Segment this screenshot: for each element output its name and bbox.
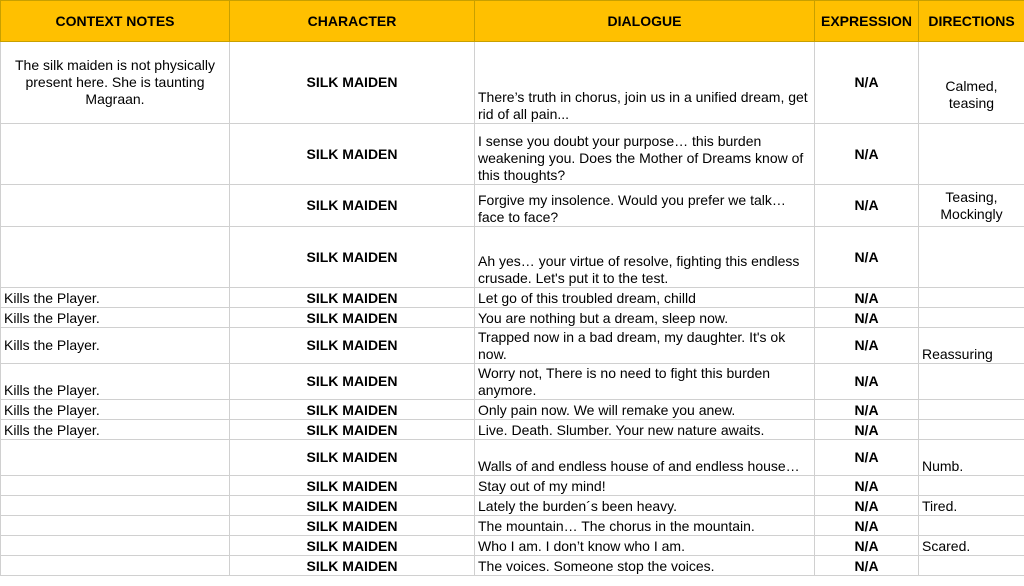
expression-cell[interactable]: N/A: [815, 536, 919, 556]
character-cell[interactable]: SILK MAIDEN: [230, 364, 475, 400]
context-cell[interactable]: Kills the Player.: [1, 364, 230, 400]
dialogue-cell[interactable]: The voices. Someone stop the voices.: [475, 556, 815, 576]
context-cell[interactable]: [1, 440, 230, 476]
character-cell[interactable]: SILK MAIDEN: [230, 496, 475, 516]
dialogue-cell[interactable]: Lately the burden´s been heavy.: [475, 496, 815, 516]
header-dialogue[interactable]: DIALOGUE: [475, 1, 815, 42]
dialogue-cell[interactable]: Ah yes… your virtue of resolve, fighting this endless crusade. Let's put it to the test.: [475, 227, 815, 288]
character-cell[interactable]: SILK MAIDEN: [230, 227, 475, 288]
context-cell[interactable]: Kills the Player.: [1, 288, 230, 308]
character-cell[interactable]: SILK MAIDEN: [230, 42, 475, 124]
dialogue-cell[interactable]: Live. Death. Slumber. Your new nature awaits.: [475, 420, 815, 440]
expression-cell[interactable]: N/A: [815, 364, 919, 400]
header-character[interactable]: CHARACTER: [230, 1, 475, 42]
context-cell[interactable]: The silk maiden is not physically present here. She is taunting Magraan.: [1, 42, 230, 124]
context-cell[interactable]: [1, 556, 230, 576]
expression-cell[interactable]: N/A: [815, 400, 919, 420]
dialogue-cell[interactable]: Who I am. I don’t know who I am.: [475, 536, 815, 556]
character-cell[interactable]: SILK MAIDEN: [230, 308, 475, 328]
table-row: [1, 420, 1024, 440]
dialogue-cell[interactable]: Let go of this troubled dream, chilld: [475, 288, 815, 308]
header-row: [1, 1, 1024, 42]
table-row: [1, 364, 1024, 400]
character-cell[interactable]: SILK MAIDEN: [230, 420, 475, 440]
directions-cell[interactable]: [919, 124, 1024, 185]
directions-cell[interactable]: [919, 288, 1024, 308]
dialogue-cell[interactable]: Trapped now in a bad dream, my daughter. It's ok now.: [475, 328, 815, 364]
expression-cell[interactable]: N/A: [815, 42, 919, 124]
character-cell[interactable]: SILK MAIDEN: [230, 185, 475, 227]
dialogue-cell[interactable]: Walls of and endless house of and endless house…: [475, 440, 815, 476]
expression-cell[interactable]: N/A: [815, 185, 919, 227]
directions-cell[interactable]: [919, 400, 1024, 420]
expression-cell[interactable]: N/A: [815, 420, 919, 440]
directions-cell[interactable]: [919, 516, 1024, 536]
context-cell[interactable]: [1, 516, 230, 536]
table-row: [1, 288, 1024, 308]
character-cell[interactable]: SILK MAIDEN: [230, 400, 475, 420]
header-context-notes[interactable]: CONTEXT NOTES: [1, 1, 230, 42]
directions-cell[interactable]: [919, 308, 1024, 328]
dialogue-cell[interactable]: Forgive my insolence. Would you prefer we talk… face to face?: [475, 185, 815, 227]
table-row: [1, 124, 1024, 185]
header-directions[interactable]: DIRECTIONS: [919, 1, 1024, 42]
table-row: [1, 496, 1024, 516]
directions-cell[interactable]: Tired.: [919, 496, 1024, 516]
expression-cell[interactable]: N/A: [815, 227, 919, 288]
character-cell[interactable]: SILK MAIDEN: [230, 476, 475, 496]
context-cell[interactable]: Kills the Player.: [1, 308, 230, 328]
dialogue-cell[interactable]: You are nothing but a dream, sleep now.: [475, 308, 815, 328]
character-cell[interactable]: SILK MAIDEN: [230, 288, 475, 308]
directions-cell[interactable]: [919, 227, 1024, 288]
table-row: [1, 476, 1024, 496]
table-row: [1, 185, 1024, 227]
expression-cell[interactable]: N/A: [815, 328, 919, 364]
expression-cell[interactable]: N/A: [815, 308, 919, 328]
directions-cell[interactable]: Reassuring: [919, 328, 1024, 364]
expression-cell[interactable]: N/A: [815, 440, 919, 476]
dialogue-cell[interactable]: There’s truth in chorus, join us in a unified dream, get rid of all pain...: [475, 42, 815, 124]
table-row: [1, 400, 1024, 420]
character-cell[interactable]: SILK MAIDEN: [230, 124, 475, 185]
table-row: [1, 516, 1024, 536]
character-cell[interactable]: SILK MAIDEN: [230, 536, 475, 556]
context-cell[interactable]: Kills the Player.: [1, 420, 230, 440]
header-expression[interactable]: EXPRESSION: [815, 1, 919, 42]
context-cell[interactable]: [1, 476, 230, 496]
context-cell[interactable]: [1, 124, 230, 185]
directions-cell[interactable]: [919, 364, 1024, 400]
context-cell[interactable]: [1, 227, 230, 288]
dialogue-cell[interactable]: I sense you doubt your purpose… this burden weakening you. Does the Mother of Dreams know of this thoughts?: [475, 124, 815, 185]
expression-cell[interactable]: N/A: [815, 516, 919, 536]
expression-cell[interactable]: N/A: [815, 476, 919, 496]
character-cell[interactable]: SILK MAIDEN: [230, 328, 475, 364]
directions-cell[interactable]: [919, 420, 1024, 440]
dialogue-cell[interactable]: Worry not, There is no need to fight this burden anymore.: [475, 364, 815, 400]
context-cell[interactable]: [1, 536, 230, 556]
expression-cell[interactable]: N/A: [815, 496, 919, 516]
directions-cell[interactable]: Teasing, Mockingly: [919, 185, 1024, 227]
dialogue-cell[interactable]: Stay out of my mind!: [475, 476, 815, 496]
expression-cell[interactable]: N/A: [815, 288, 919, 308]
table-row: [1, 328, 1024, 364]
directions-cell[interactable]: [919, 476, 1024, 496]
character-cell[interactable]: SILK MAIDEN: [230, 516, 475, 536]
context-cell[interactable]: Kills the Player.: [1, 400, 230, 420]
directions-cell[interactable]: Scared.: [919, 536, 1024, 556]
character-cell[interactable]: SILK MAIDEN: [230, 556, 475, 576]
context-cell[interactable]: [1, 185, 230, 227]
expression-cell[interactable]: N/A: [815, 124, 919, 185]
directions-cell[interactable]: [919, 556, 1024, 576]
table-row: [1, 42, 1024, 124]
character-cell[interactable]: SILK MAIDEN: [230, 440, 475, 476]
dialogue-cell[interactable]: Only pain now. We will remake you anew.: [475, 400, 815, 420]
table-row: [1, 536, 1024, 556]
directions-cell[interactable]: Numb.: [919, 440, 1024, 476]
table-row: [1, 440, 1024, 476]
context-cell[interactable]: Kills the Player.: [1, 328, 230, 364]
directions-cell[interactable]: Calmed, teasing: [919, 42, 1024, 124]
expression-cell[interactable]: N/A: [815, 556, 919, 576]
table-row: [1, 308, 1024, 328]
table-row: [1, 227, 1024, 288]
context-cell[interactable]: [1, 496, 230, 516]
dialogue-cell[interactable]: The mountain… The chorus in the mountain.: [475, 516, 815, 536]
table-row: [1, 556, 1024, 576]
